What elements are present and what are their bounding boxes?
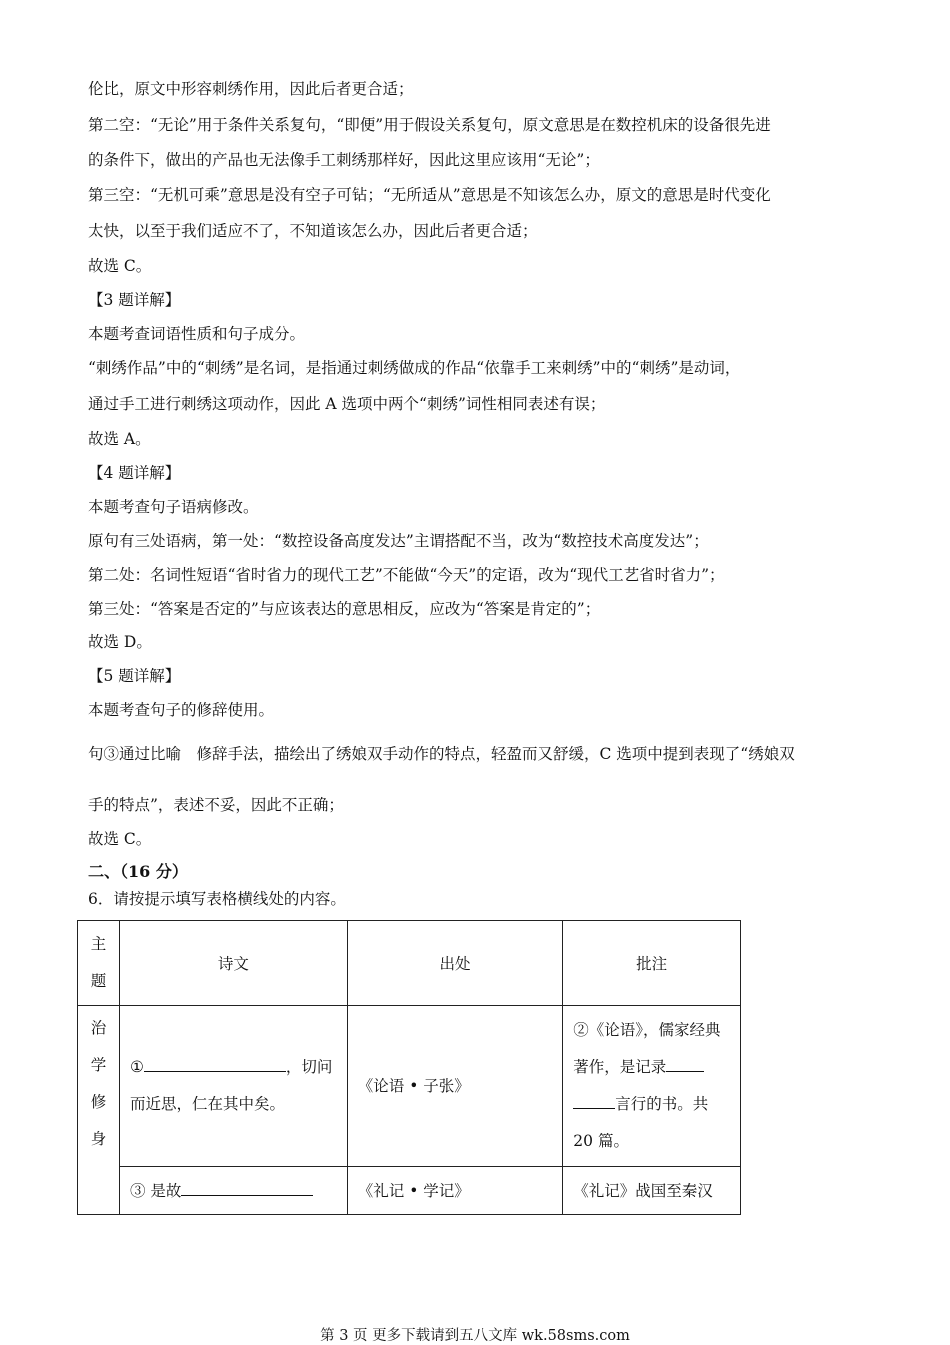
paragraph-line: 故选 D。 [88, 633, 152, 651]
section-heading: 二、（16 分） [88, 862, 188, 881]
note-text: ②《论语》，儒家经典著作，是记录 [573, 1021, 721, 1076]
poem-text: ，切问而近思，仁在其中矣。 [129, 1058, 333, 1113]
note-text: 言行的书。共 20 篇。 [573, 1095, 709, 1150]
poem-cell [119, 1006, 347, 1167]
answer-table [77, 920, 741, 1215]
poem-cell [119, 1167, 347, 1215]
table-row [78, 1167, 741, 1215]
page-footer: 第 3 页 更多下载请到五八文库 wk.58sms.com [320, 1328, 630, 1344]
paragraph-line: 通过手工进行刺绣这项动作，因此 A 选项中两个“刺绣”词性相同表述有误； [88, 395, 606, 413]
paragraph-line: 第三空：“无机可乘”意思是没有空子可钻；“无所适从”意思是不知该怎么办，原文的意思是时代变化 [88, 186, 771, 204]
section-label: 【4 题详解】 [88, 464, 181, 482]
fill-blank[interactable] [573, 1093, 615, 1109]
paragraph-line: 本题考查词语性质和句子成分。 [88, 325, 306, 343]
section-label: 【5 题详解】 [88, 667, 181, 685]
poem-number: ① [129, 1058, 144, 1076]
note-cell [563, 1006, 741, 1167]
header-poem: 诗文 [119, 921, 347, 1006]
source-cell: 《礼记 • 学记》 [347, 1167, 563, 1215]
poem-number: ③ 是故 [129, 1181, 182, 1200]
paragraph-line: 故选 A。 [88, 430, 151, 448]
paragraph-line: 句③通过比喻 修辞手法，描绘出了绣娘双手动作的特点，轻盈而又舒缓，C 选项中提到表现了“绣娘双 [88, 745, 795, 763]
paragraph-line: 太快，以至于我们适应不了，不知道该怎么办，因此后者更合适； [88, 222, 538, 240]
paragraph-line: 伦比，原文中形容刺绣作用，因此后者更合适； [88, 80, 414, 98]
paragraph-line: 第二处：名词性短语“省时省力的现代工艺”不能做“今天”的定语，改为“现代工艺省时省力”； [88, 566, 725, 584]
header-source: 出处 [347, 921, 563, 1006]
paragraph-line: 故选 C。 [88, 830, 152, 848]
paragraph-line: 第二空：“无论”用于条件关系复句，“即便”用于假设关系复句，原文意思是在数控机床的设备很先进 [88, 116, 771, 134]
table-row [78, 1006, 741, 1167]
table-header-row [78, 921, 741, 1006]
paragraph-line: 本题考查句子的修辞使用。 [88, 701, 275, 719]
question-text: 6．请按提示填写表格横线处的内容。 [88, 890, 346, 908]
source-cell: 《论语 • 子张》 [347, 1006, 563, 1167]
paragraph-line: 的条件下，做出的产品也无法像手工刺绣那样好，因此这里应该用“无论”； [88, 151, 600, 169]
topic-cell: 治学修身 [78, 1006, 120, 1215]
header-note: 批注 [563, 921, 741, 1006]
paragraph-line: 手的特点”，表述不妥，因此不正确； [88, 796, 344, 814]
paragraph-line: 故选 C。 [88, 257, 152, 275]
fill-blank[interactable] [144, 1056, 286, 1072]
section-label: 【3 题详解】 [88, 291, 181, 309]
header-topic: 主题 [78, 921, 120, 1006]
paragraph-line: 第三处：“答案是否定的”与应该表达的意思相反，应改为“答案是肯定的”； [88, 600, 601, 618]
note-cell: 《礼记》战国至秦汉 [563, 1167, 741, 1215]
fill-blank[interactable] [181, 1180, 313, 1196]
paragraph-line: 原句有三处语病，第一处：“数控设备高度发达”主谓搭配不当，改为“数控技术高度发达”； [88, 532, 709, 550]
paragraph-line: 本题考查句子语病修改。 [88, 498, 259, 516]
paragraph-line: “刺绣作品”中的“刺绣”是名词，是指通过刺绣做成的作品“依靠手工来刺绣”中的“刺绣”是动词， [88, 359, 741, 377]
fill-blank[interactable] [666, 1056, 704, 1072]
